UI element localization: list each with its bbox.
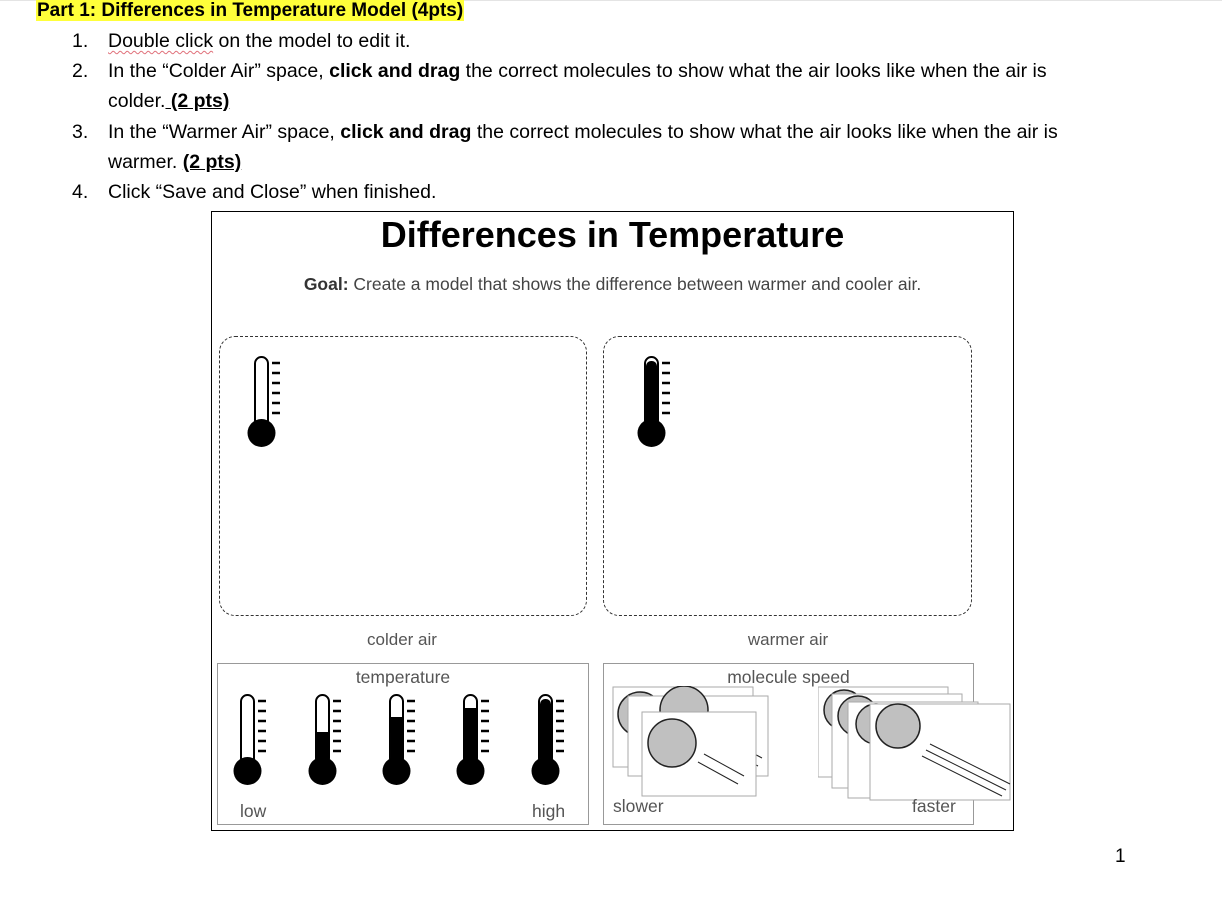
temperature-bin <box>217 663 589 825</box>
step-number: 4. <box>72 181 89 203</box>
step-number: 2. <box>72 60 89 82</box>
faster-label: faster <box>912 796 956 816</box>
warmer-thermometer-icon <box>636 351 676 451</box>
model-goal: Goal: Create a model that shows the difference between warmer and cooler air. <box>303 274 922 294</box>
colder-air-caption: colder air <box>367 630 437 649</box>
step-text: In the “Warmer Air” space, click and drag the correct molecules to show what the air looks like when the air is <box>108 121 1058 143</box>
points-label: (2 pts) <box>165 90 230 112</box>
warmer-air-caption: warmer air <box>747 630 829 649</box>
high-label: high <box>532 801 566 821</box>
points-label: (2 pts) <box>182 151 242 173</box>
temperature-model-drawing[interactable] <box>211 211 1014 831</box>
slower-label: slower <box>613 796 664 816</box>
part-heading: Part 1: Differences in Temperature Model (4pts) <box>37 0 464 21</box>
page-number: 1 <box>1115 846 1126 867</box>
colder-air-space[interactable] <box>219 336 587 616</box>
molecule-speed-bin <box>603 663 974 825</box>
step-text: Double click on the model to edit it. <box>108 30 411 52</box>
thermometer-icon-4[interactable] <box>455 689 495 789</box>
warmer-air-space[interactable] <box>603 336 972 616</box>
step-number: 3. <box>72 121 89 143</box>
fast-molecule-icon <box>818 686 1018 804</box>
molecule-speed-bin-title: molecule speed <box>727 667 850 687</box>
thermometer-icon-2[interactable] <box>307 689 347 789</box>
temperature-bin-title: temperature <box>355 667 451 687</box>
spellcheck-word[interactable]: Double click <box>108 30 214 52</box>
step-text: Click “Save and Close” when finished. <box>108 181 437 203</box>
model-title: Differences in Temperature <box>380 214 845 255</box>
thermometer-icon-low[interactable] <box>232 689 272 789</box>
low-label: low <box>240 801 267 821</box>
thermometer-icon-high[interactable] <box>530 689 570 789</box>
thermometer-icon-3[interactable] <box>381 689 421 789</box>
slow-molecule-icon <box>612 686 772 806</box>
step-text: In the “Colder Air” space, click and drag the correct molecules to show what the air looks like when the air is <box>108 60 1047 82</box>
fast-molecule-card-stack[interactable] <box>818 686 1013 801</box>
colder-thermometer-icon <box>246 351 286 451</box>
slow-molecule-card-stack[interactable] <box>612 686 762 798</box>
step-number: 1. <box>72 30 89 52</box>
